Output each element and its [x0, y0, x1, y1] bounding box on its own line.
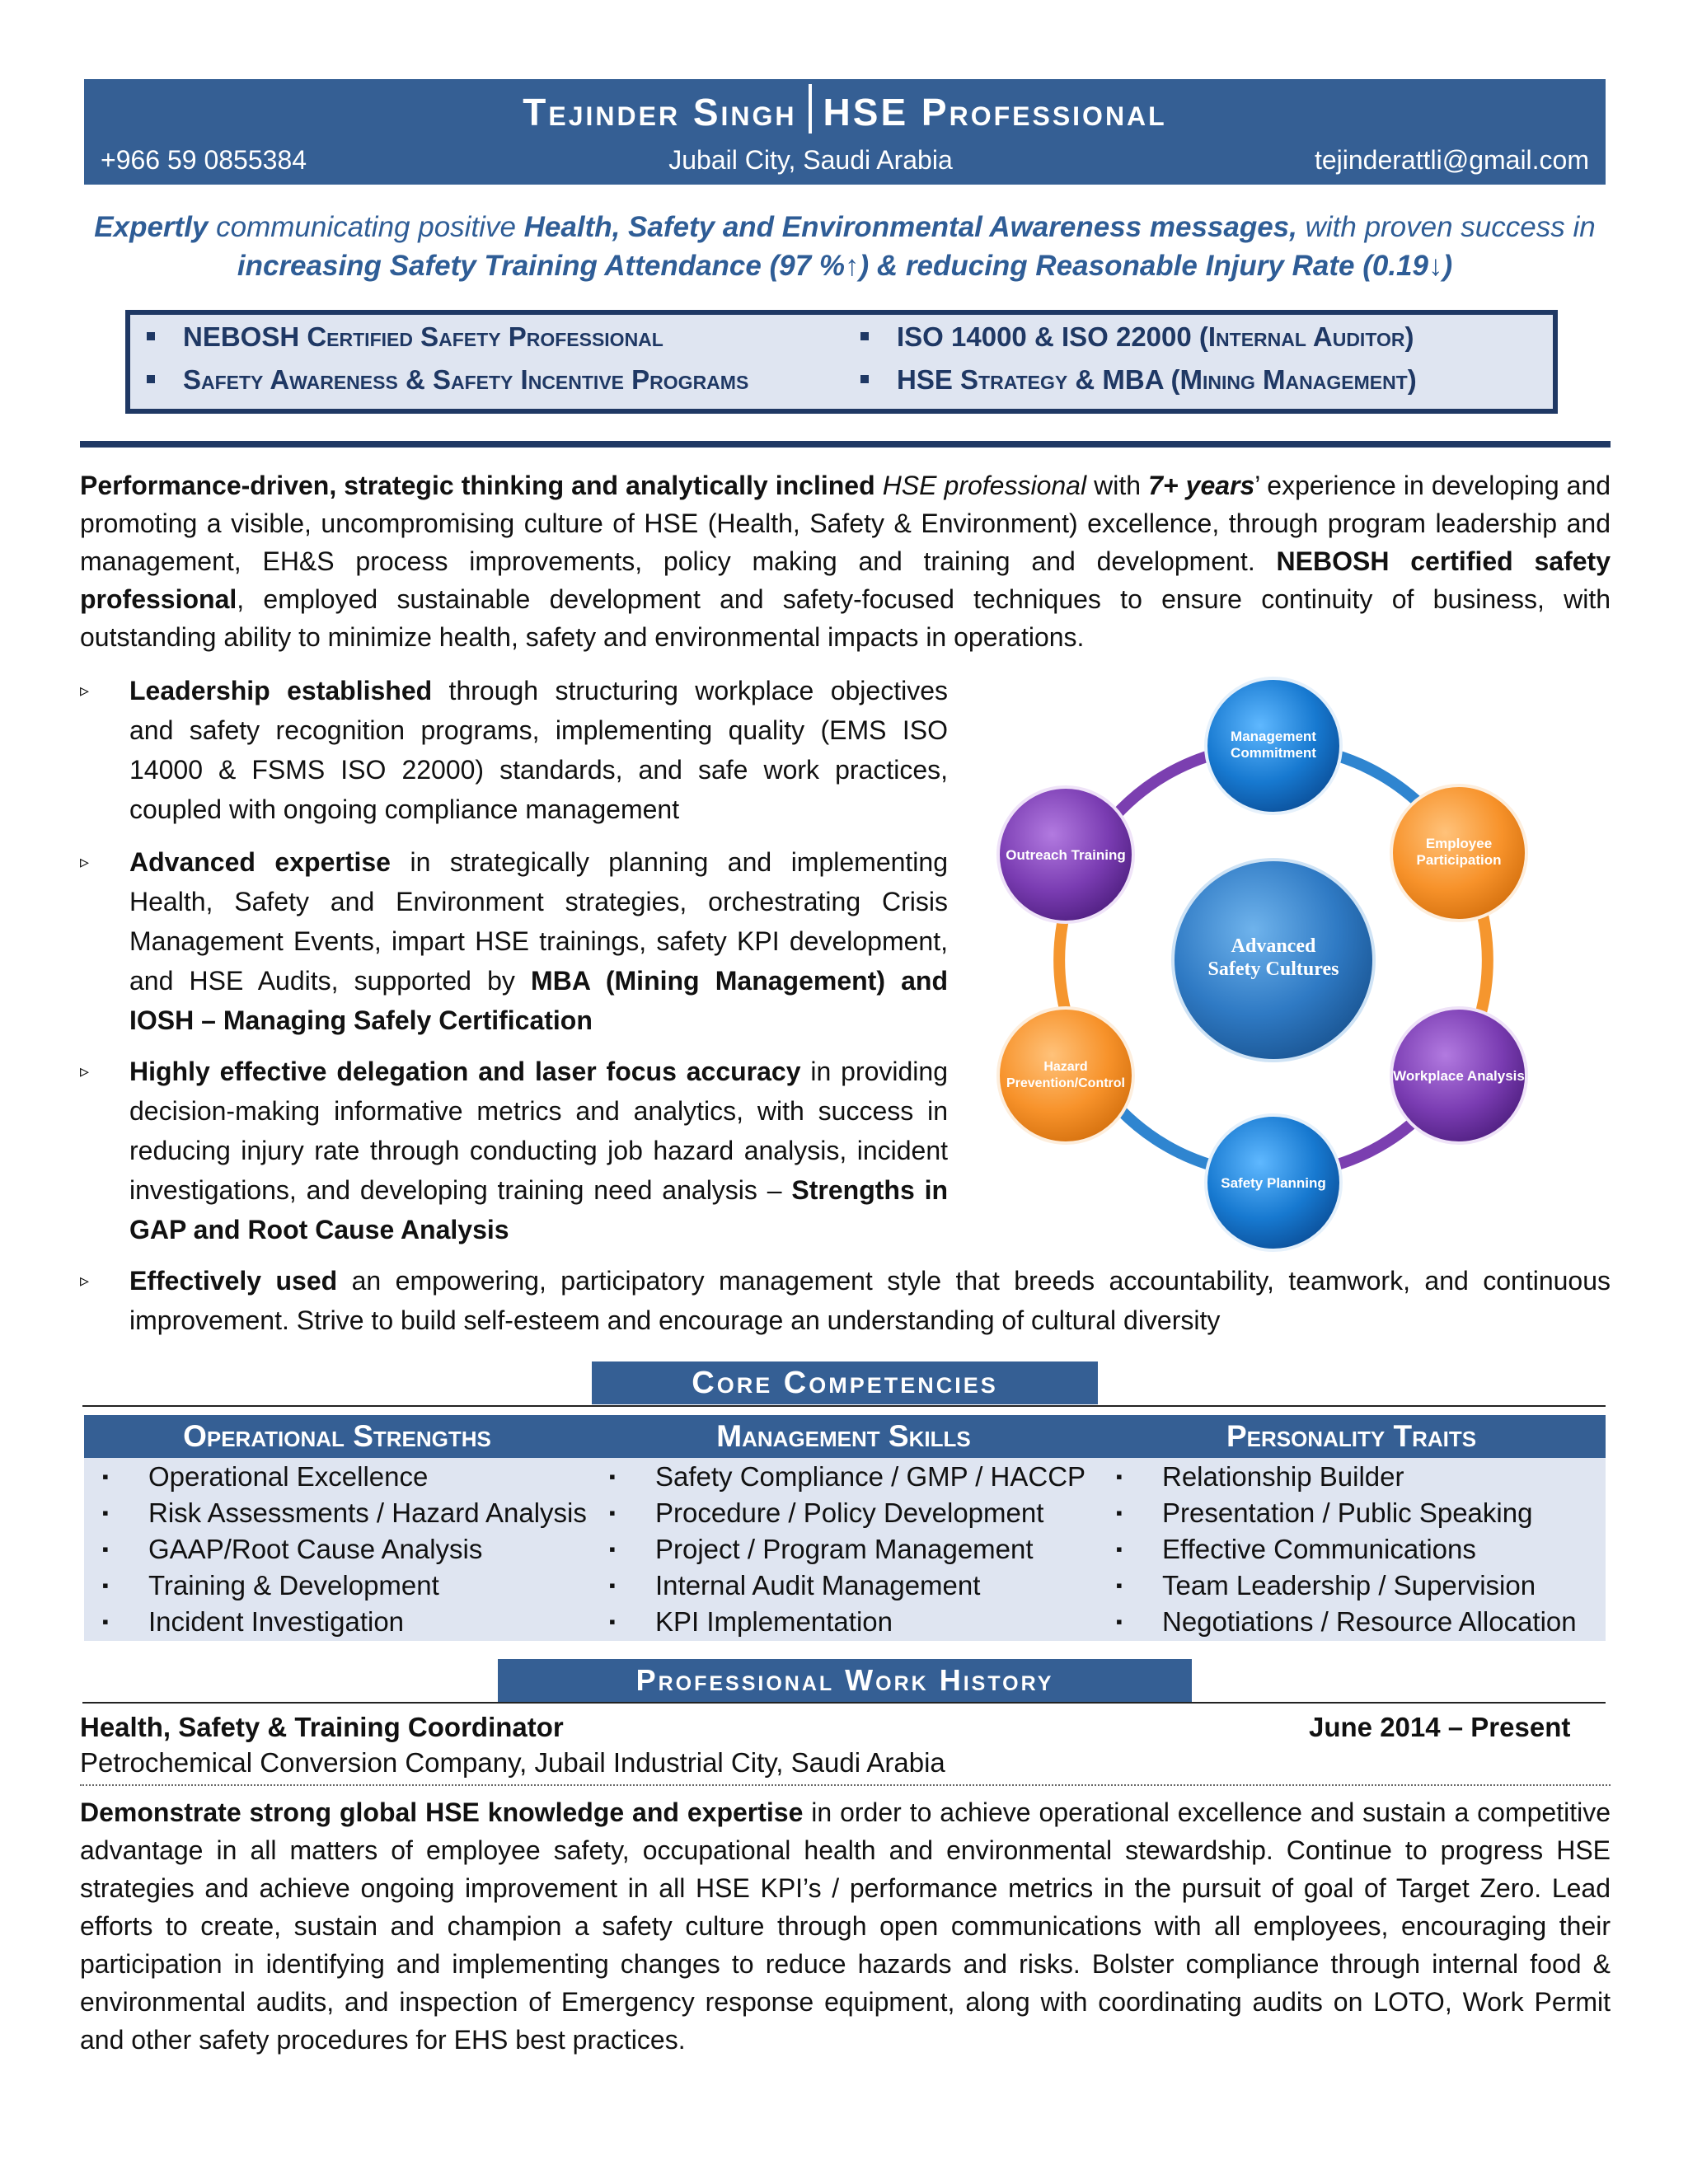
- highlight-item: ISO 14000 & ISO 22000 (Internal Auditor): [860, 321, 1414, 353]
- center-label: Advanced: [1231, 935, 1316, 957]
- square-bullet-icon: [147, 375, 155, 383]
- dot-bullet-icon: ▪: [1116, 1611, 1123, 1632]
- safety-culture-diagram: [981, 663, 1566, 1261]
- dot-bullet-icon: ▪: [102, 1539, 109, 1559]
- svg-text:Outreach Training: Outreach Training: [1006, 847, 1126, 863]
- arrow-bullet-icon: ▹: [80, 1061, 90, 1081]
- candidate-title: HSE Professional: [823, 91, 1167, 134]
- arrow-bullet-icon: ▹: [80, 1270, 90, 1291]
- square-bullet-icon: [860, 375, 869, 383]
- column-header: Management Skills: [590, 1415, 1097, 1458]
- dot-bullet-icon: ▪: [1116, 1466, 1123, 1487]
- highlight-item: NEBOSH Certified Safety Professional: [147, 321, 663, 353]
- section-title-work: Professional Work History: [498, 1659, 1192, 1702]
- node-management-commitment: [1206, 678, 1341, 813]
- svg-text:Hazard: Hazard: [1043, 1060, 1088, 1074]
- center-label: Safety Cultures: [1207, 958, 1339, 980]
- phone: +966 59 0855384: [101, 145, 307, 175]
- tagline-part: Expertly: [94, 211, 209, 243]
- tagline-part: increasing Safety Training Attendance (97 %↑) & reducing Reasonable Injury Rate (0.19↓): [237, 250, 1453, 282]
- competency-item: ▪ Operational Excellence: [148, 1459, 428, 1495]
- job-dates: June 2014 – Present: [1309, 1712, 1571, 1742]
- svg-text:Safety Planning: Safety Planning: [1221, 1175, 1326, 1191]
- dot-bullet-icon: ▪: [102, 1466, 109, 1487]
- competency-item: ▪ GAAP/Root Cause Analysis: [148, 1531, 482, 1568]
- node-outreach-training: [998, 787, 1133, 922]
- highlights-box: [125, 310, 1558, 414]
- competency-item: ▪ Project / Program Management: [655, 1531, 1034, 1568]
- competency-item: ▪ Presentation / Public Speaking: [1162, 1495, 1532, 1531]
- svg-text:Commitment: Commitment: [1231, 745, 1316, 761]
- dotted-divider: [80, 1784, 1611, 1786]
- square-bullet-icon: [147, 332, 155, 340]
- column-header: Operational Strengths: [84, 1415, 590, 1458]
- header-banner: [84, 79, 1606, 185]
- summary-paragraph: Performance-driven, strategic thinking and analytically inclined HSE professional with 7+ years’ experience in developing and promoting a visible, uncompromising culture of HSE (Health, Safety & Environment) excellence, through program leadership and management, EH&S process improvements, policy making and training and development. NEBOSH certified safety professional, employed sustainable development and safety-focused techniques to ensure continuity of business, with outstanding ability to minimize health, safety and environmental impacts in operations.: [80, 471, 1611, 652]
- competency-item: ▪ Relationship Builder: [1162, 1459, 1404, 1495]
- dot-bullet-icon: ▪: [102, 1611, 109, 1632]
- highlight-item: Safety Awareness & Safety Incentive Programs: [147, 364, 748, 396]
- divider: [80, 441, 1611, 448]
- section-rule: [82, 1405, 1606, 1407]
- section-rule: [82, 1702, 1606, 1704]
- achievement-bullet: ▹ Effectively used an empowering, participatory management style that breeds accountability, teamwork, and continuous improvement. Strive to build self-esteem and encourage an understanding of cultural diversity: [80, 1261, 1611, 1340]
- dot-bullet-icon: ▪: [1116, 1502, 1123, 1523]
- dot-bullet-icon: ▪: [609, 1575, 616, 1596]
- highlight-item: HSE Strategy & MBA (Mining Management): [860, 364, 1417, 396]
- achievement-bullet: ▹ Advanced expertise in strategically planning and implementing Health, Safety and Environment strategies, orchestrating Crisis Management Events, impart HSE trainings, safety KPI development, and HSE Audits, supported by MBA (Mining Management) and IOSH – Managing Safely Certification: [80, 842, 948, 1040]
- arrow-bullet-icon: ▹: [80, 680, 90, 701]
- node-hazard-prevention: [998, 1008, 1133, 1143]
- job-title: Health, Safety & Training Coordinator: [80, 1712, 564, 1742]
- job-description: Demonstrate strong global HSE knowledge and expertise in order to achieve operational excellence and sustain a competitive advantage in all matters of employee safety, occupational health and environmental stewardship. Continue to progress HSE strategies and achieve ongoing improvement in all HSE KPI’s / performance metrics in the pursuit of goal of Target Zero. Lead efforts to create, sustain and champion a safety culture through open communications with all employees, encouraging their participation in identifying and implementing changes to reduce hazards and risks. Bolster compliance through internal food & environmental audits, and inspection of Emergency response equipment, along with coordinating audits on LOTO, Work Permit and other safety procedures for EHS best practices.: [80, 1797, 1611, 2055]
- achievement-bullet: ▹ Highly effective delegation and laser focus accuracy in providing decision-making informative metrics and analytics, with success in reducing injury rate through conducting job hazard analysis, incident investigations, and developing training need analysis – Strengths in GAP and Root Cause Analysis: [80, 1052, 948, 1249]
- tagline-part: with proven success in: [1296, 211, 1596, 243]
- dot-bullet-icon: ▪: [102, 1575, 109, 1596]
- dot-bullet-icon: ▪: [609, 1502, 616, 1523]
- competencies-table: [84, 1415, 1606, 1641]
- competency-item: ▪ Safety Compliance / GMP / HACCP: [655, 1459, 1085, 1495]
- competency-item: ▪ Internal Audit Management: [655, 1568, 980, 1604]
- tagline-part: Health, Safety and Environmental Awareness messages,: [523, 211, 1297, 243]
- svg-text:Participation: Participation: [1416, 852, 1502, 868]
- achievement-bullet: ▹ Leadership established through structuring workplace objectives and safety recognition programs, implementing quality (EMS ISO 14000 & FSMS ISO 22000) standards, and safe work practices, coupled with ongoing compliance management: [80, 671, 948, 829]
- svg-text:Employee: Employee: [1425, 836, 1493, 851]
- node-employee-participation: [1391, 785, 1526, 921]
- column-header: Personality Traits: [1097, 1415, 1606, 1458]
- competency-item: ▪ Negotiations / Resource Allocation: [1162, 1604, 1577, 1640]
- contact-row: [101, 145, 1589, 176]
- tagline: [84, 208, 1606, 285]
- competency-item: ▪ Team Leadership / Supervision: [1162, 1568, 1536, 1604]
- competency-item: ▪ Risk Assessments / Hazard Analysis: [148, 1495, 587, 1531]
- dot-bullet-icon: ▪: [609, 1611, 616, 1632]
- candidate-name: Tejinder Singh: [523, 91, 797, 134]
- node-workplace-analysis: [1391, 1008, 1526, 1143]
- competency-item: ▪ Effective Communications: [1162, 1531, 1476, 1568]
- competency-item: ▪ Procedure / Policy Development: [655, 1495, 1043, 1531]
- name-title: [84, 84, 1606, 134]
- svg-text:Management: Management: [1231, 729, 1316, 744]
- dot-bullet-icon: ▪: [1116, 1539, 1123, 1559]
- competency-item: ▪ KPI Implementation: [655, 1604, 893, 1640]
- svg-text:Prevention/Control: Prevention/Control: [1006, 1076, 1126, 1090]
- svg-text:Workplace Analysis: Workplace Analysis: [1393, 1068, 1525, 1084]
- dot-bullet-icon: ▪: [609, 1539, 616, 1559]
- node-safety-planning: [1206, 1115, 1341, 1250]
- square-bullet-icon: [860, 332, 869, 340]
- dot-bullet-icon: ▪: [609, 1466, 616, 1487]
- dot-bullet-icon: ▪: [1116, 1575, 1123, 1596]
- competency-item: ▪ Training & Development: [148, 1568, 439, 1604]
- location: Jubail City, Saudi Arabia: [668, 145, 953, 175]
- section-title-core: Core Competencies: [592, 1361, 1098, 1404]
- tagline-part: communicating positive: [208, 211, 524, 243]
- company-name: Petrochemical Conversion Company, Jubail Industrial City, Saudi Arabia: [80, 1747, 945, 1778]
- email: tejinderattli@gmail.com: [1314, 145, 1589, 175]
- header-divider: [809, 84, 812, 134]
- arrow-bullet-icon: ▹: [80, 851, 90, 872]
- dot-bullet-icon: ▪: [102, 1502, 109, 1523]
- competency-item: ▪ Incident Investigation: [148, 1604, 404, 1640]
